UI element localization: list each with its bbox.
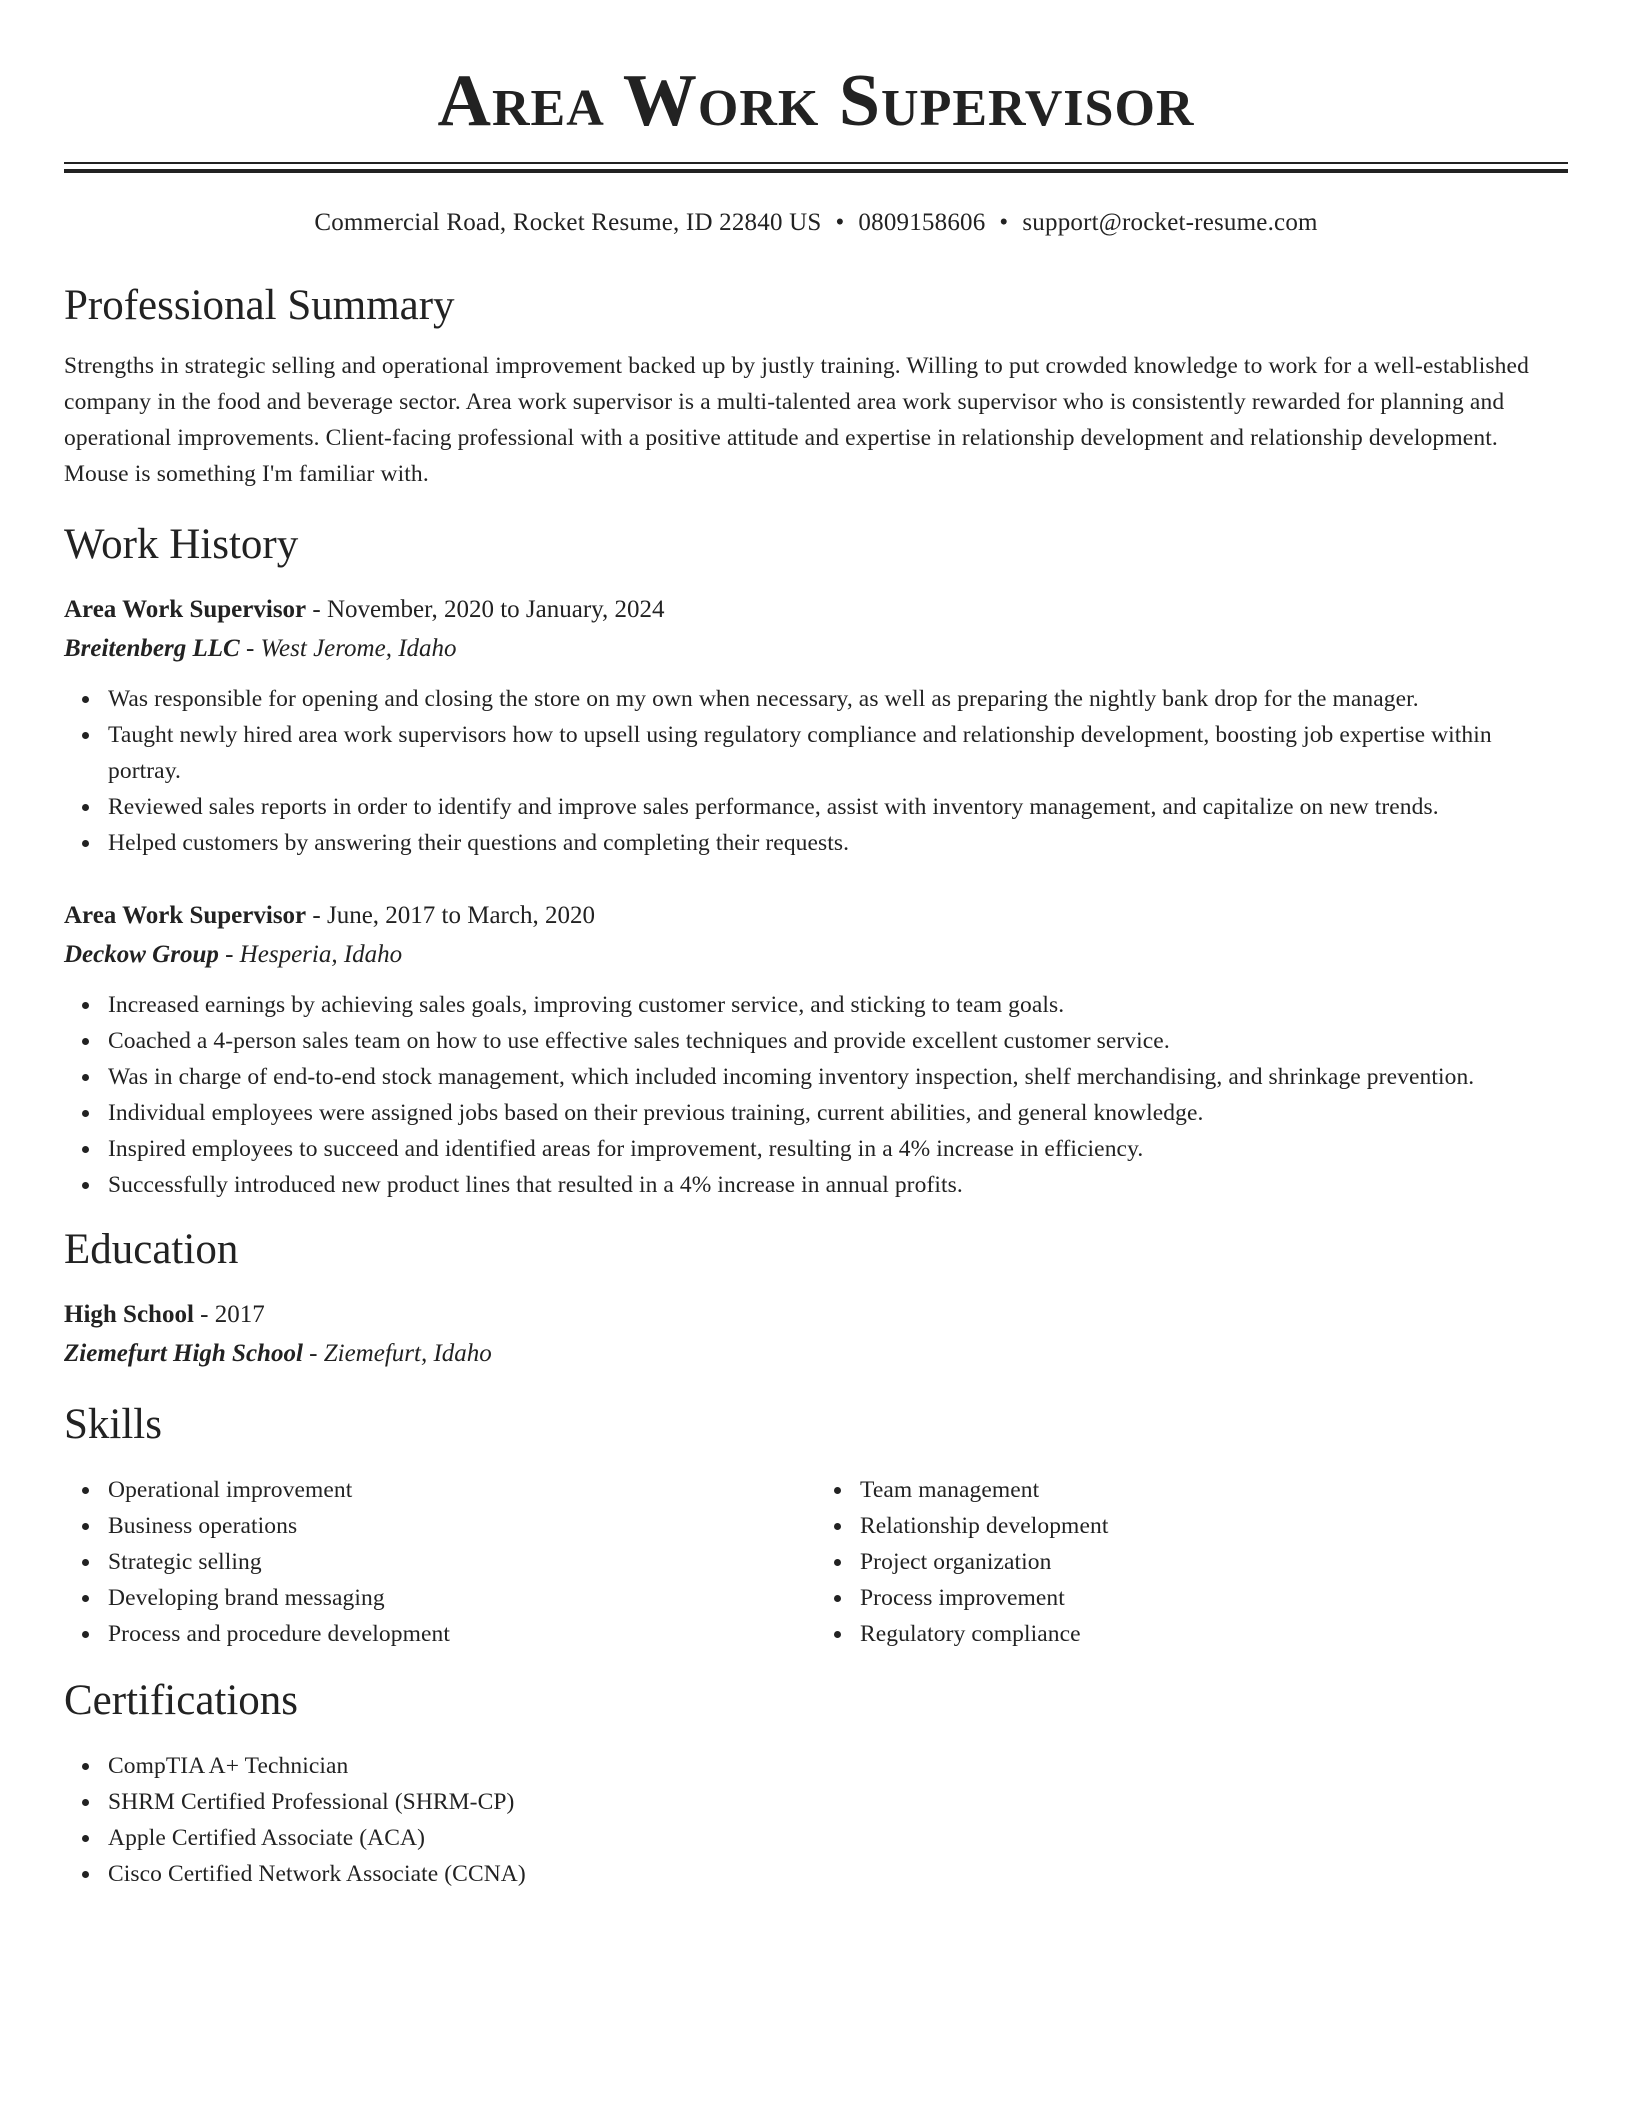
- certifications-list: [64, 1748, 1568, 1892]
- job-dates: - November, 2020 to January, 2024: [306, 596, 665, 623]
- education-school: Ziemefurt High School: [64, 1340, 303, 1367]
- job-role: Area Work Supervisor: [64, 902, 307, 929]
- job-bullets: [64, 987, 1568, 1203]
- skills-column-left: [64, 1472, 816, 1652]
- section-title-summary: Professional Summary: [64, 282, 455, 329]
- contact-email: support@rocket-resume.com: [1022, 209, 1318, 236]
- job-entry: [64, 591, 1568, 861]
- list-item: SHRM Certified Professional (SHRM-CP): [108, 1784, 1568, 1820]
- list-item: Team management: [860, 1472, 1568, 1508]
- skills-grid: [64, 1472, 1568, 1652]
- job-location: - Hesperia, Idaho: [218, 941, 403, 968]
- list-item: Helped customers by answering their questions and completing their requests.: [108, 825, 1568, 861]
- education-entry: [64, 1296, 1568, 1374]
- section-title-skills: Skills: [64, 1401, 162, 1448]
- education-location: - Ziemefurt, Idaho: [302, 1340, 492, 1367]
- list-item: Developing brand messaging: [108, 1580, 816, 1616]
- contact-address: Commercial Road, Rocket Resume, ID 22840 US: [314, 209, 822, 236]
- section-title-work-history: Work History: [64, 521, 299, 568]
- list-item: Business operations: [108, 1508, 816, 1544]
- header-divider: [64, 162, 1568, 173]
- contact-separator: •: [835, 209, 845, 236]
- job-company: Breitenberg LLC: [64, 635, 240, 662]
- list-item: Reviewed sales reports in order to identify and improve sales performance, assist with inventory management, and capitalize on new trends.: [108, 789, 1568, 825]
- education-school-line: [64, 1334, 1568, 1374]
- list-item: Operational improvement: [108, 1472, 816, 1508]
- education-year: - 2017: [193, 1301, 265, 1328]
- contact-line: [64, 207, 1568, 239]
- list-item: Inspired employees to succeed and identified areas for improvement, resulting in a 4% increase in efficiency.: [108, 1131, 1568, 1167]
- list-item: Taught newly hired area work supervisors how to upsell using regulatory compliance and relationship development, boosting job expertise within portray.: [108, 717, 1568, 789]
- section-title-certifications: Certifications: [64, 1677, 299, 1724]
- list-item: Project organization: [860, 1544, 1568, 1580]
- list-item: Apple Certified Associate (ACA): [108, 1820, 1568, 1856]
- list-item: Successfully introduced new product lines that resulted in a 4% increase in annual profits.: [108, 1167, 1568, 1203]
- list-item: Was in charge of end-to-end stock management, which included incoming inventory inspection, shelf merchandising, and shrinkage prevention.: [108, 1059, 1568, 1095]
- list-item: Individual employees were assigned jobs based on their previous training, current abilities, and general knowledge.: [108, 1095, 1568, 1131]
- list-item: Strategic selling: [108, 1544, 816, 1580]
- job-company: Deckow Group: [64, 941, 219, 968]
- list-item: CompTIA A+ Technician: [108, 1748, 1568, 1784]
- summary-text: Strengths in strategic selling and operational improvement backed up by justly training. Willing to put crowded knowledge to work for a well-established company in the food and beverage sector. Area work supervisor is a multi-talented area work supervisor who is consistently rewarded for planning and operational improvements. Client-facing professional with a positive attitude and expertise in relationship development and relationship development. Mouse is something I'm familiar with.: [64, 353, 1530, 487]
- job-dates: - June, 2017 to March, 2020: [306, 902, 595, 929]
- resume-name: Area Work Supervisor: [437, 60, 1195, 142]
- contact-separator: •: [999, 209, 1009, 236]
- list-item: Process improvement: [860, 1580, 1568, 1616]
- list-item: Increased earnings by achieving sales goals, improving customer service, and sticking to team goals.: [108, 987, 1568, 1023]
- skills-column-right: [816, 1472, 1568, 1652]
- job-role: Area Work Supervisor: [64, 596, 307, 623]
- education-degree-line: [64, 1296, 1568, 1334]
- list-item: Coached a 4-person sales team on how to use effective sales techniques and provide excellent customer service.: [108, 1023, 1568, 1059]
- job-bullets: [64, 681, 1568, 861]
- list-item: Regulatory compliance: [860, 1616, 1568, 1652]
- job-company-line: [64, 935, 1568, 975]
- education-degree: High School: [64, 1301, 194, 1328]
- job-location: - West Jerome, Idaho: [239, 635, 457, 662]
- list-item: Was responsible for opening and closing the store on my own when necessary, as well as preparing the nightly bank drop for the manager.: [108, 681, 1568, 717]
- job-company-line: [64, 629, 1568, 669]
- job-entry: [64, 897, 1568, 1203]
- contact-phone: 0809158606: [858, 209, 986, 236]
- job-title-line: [64, 897, 1568, 935]
- list-item: Process and procedure development: [108, 1616, 816, 1652]
- section-title-education: Education: [64, 1226, 239, 1273]
- job-title-line: [64, 591, 1568, 629]
- list-item: Relationship development: [860, 1508, 1568, 1544]
- list-item: Cisco Certified Network Associate (CCNA): [108, 1856, 1568, 1892]
